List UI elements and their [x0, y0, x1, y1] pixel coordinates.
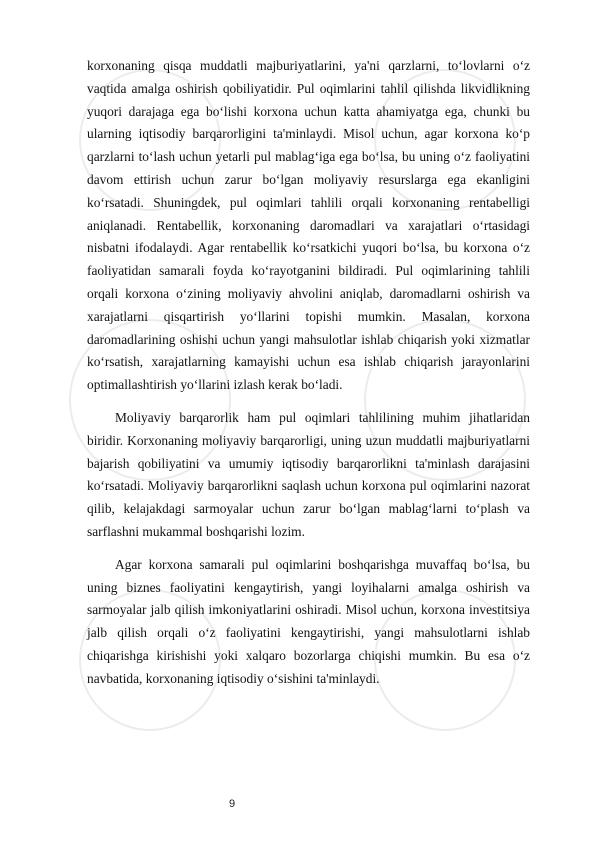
document-body [87, 55, 530, 701]
paragraph: Moliyaviy barqarorlik ham pul oqimlari tahlilining muhim jihatlaridan biridir. Korxonaning moliyaviy barqarorligi, uning uzun muddatli majburiyatlarni bajarish qobiliyatini va umumiy iqtisodiy barqarorlikni ta'minlash darajasini ko‘rsatadi. Moliyaviy barqarorlikni saqlash uchun korxona pul oqimlarini nazorat qilib, kelajakdagi sarmoyalar uchun zarur bo‘lgan mablag‘larni to‘plash va sarflashni mukammal boshqarishi lozim. [87, 409, 530, 539]
page-number: 9 [229, 798, 236, 810]
paragraph: Agar korxona samarali pul oqimlarini boshqarishga muvaffaq bo‘lsa, bu uning biznes faoliyatini kengaytirish, yangi loyihalarni amalga oshirish va sarmoyalar jalb qilish imkoniyatlarini oshiradi. Misol uchun, korxona investitsiya jalb qilish orqali o‘z faoliyatini kengaytirishi, yangi mahsulotlarni ishlab chiqarishga kirishishi yoki xalqaro bozorlarga chiqishi mumkin. Bu esa o‘z navbatida, korxonaning iqtisodiy o‘sishini ta'minlaydi. [87, 556, 530, 686]
paragraph: korxonaning qisqa muddatli majburiyatlarini, ya'ni qarzlarni, to‘lovlarni o‘z vaqtida amalga oshirish qobiliyatidir. Pul oqimlarini tahlil qilishda likvidlikning yuqori darajaga ega bo‘lishi korxona uchun katta ahamiyatga ega, chunki bu ularning iqtisodiy barqarorligini ta'minlaydi. Misol uchun, agar korxona ko‘p qarzlarni to‘lash uchun yetarli pul mablag‘iga ega bo‘lsa, bu uning o‘z faoliyatini davom ettirish uchun zarur bo‘lgan moliyaviy resurslarga ega ekanligini ko‘rsatadi. Shuningdek, pul oqimlari tahlili orqali korxonaning rentabelligi aniqlanadi. Rentabellik, korxonaning daromadlari va xarajatlari o‘rtasidagi nisbatni ifodalaydi. Agar rentabellik ko‘rsatkichi yuqori bo‘lsa, bu korxona o‘z faoliyatidan samarali foyda ko‘rayotganini bildiradi. Pul oqimlarining tahlili orqali korxona o‘zining moliyaviy ahvolini aniqlab, daromadlarni oshirish va xarajatlarni qisqartirish yo‘llarini topishi mumkin. Masalan, korxona daromadlarining oshishi uchun yangi mahsulotlar ishlab chiqarish yoki xizmatlar ko‘rsatish, xarajatlarning kamayishi uchun esa ishlab chiqarish jarayonlarini optimallashtirish yo‘llarini izlash kerak bo‘ladi. [87, 58, 530, 393]
